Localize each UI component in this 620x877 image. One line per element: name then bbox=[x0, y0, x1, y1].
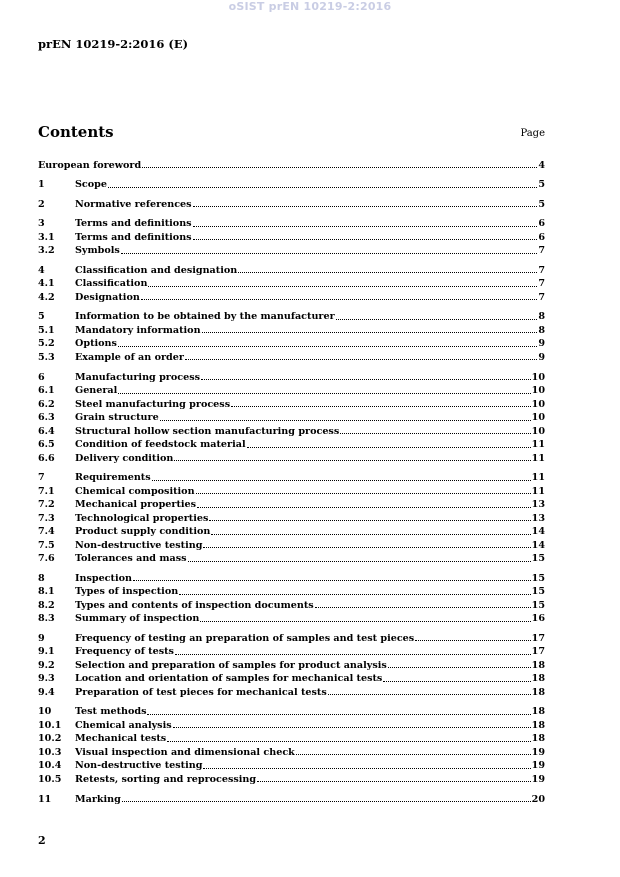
dot-leader bbox=[193, 239, 538, 240]
toc-entry[interactable] bbox=[38, 437, 545, 451]
toc-entry[interactable] bbox=[38, 157, 545, 171]
toc-entry[interactable] bbox=[38, 791, 545, 805]
toc-entry-page: 18 bbox=[531, 659, 545, 671]
toc-entry-page: 13 bbox=[531, 512, 545, 524]
dot-leader bbox=[197, 507, 531, 508]
toc-entry-title: Frequency of tests bbox=[75, 646, 174, 658]
toc-entry[interactable] bbox=[38, 216, 545, 230]
toc-entry-number: 8.2 bbox=[38, 599, 55, 611]
toc-entry-page: 13 bbox=[531, 499, 545, 511]
toc-entry[interactable] bbox=[38, 450, 545, 464]
toc-entry-title: Information to be obtained by the manufacturer bbox=[75, 311, 335, 323]
toc-entry-page: 18 bbox=[531, 706, 545, 718]
toc-entry-title: Types and contents of inspection documents bbox=[75, 599, 314, 611]
document-id: prEN 10219-2:2016 (E) bbox=[38, 37, 189, 51]
toc-entry-page: 7 bbox=[538, 245, 545, 257]
toc-entry-number: 6.3 bbox=[38, 412, 55, 424]
toc-entry[interactable] bbox=[38, 704, 545, 718]
toc-entry-title: Manufacturing process bbox=[75, 371, 201, 383]
toc-entry-page: 18 bbox=[531, 719, 545, 731]
toc-entry-title: Designation bbox=[75, 291, 140, 303]
toc-entry-number: 3.1 bbox=[38, 231, 55, 243]
toc-entry-title: Tolerances and mass bbox=[75, 553, 187, 565]
toc-entry[interactable] bbox=[38, 771, 545, 785]
toc-entry[interactable] bbox=[38, 470, 545, 484]
toc-entry-page: 14 bbox=[531, 526, 545, 538]
toc-entry-number: 4.1 bbox=[38, 278, 55, 290]
toc-entry-page: 17 bbox=[531, 646, 545, 658]
toc-entry-page: 4 bbox=[538, 159, 545, 171]
toc-entry-number: 10 bbox=[38, 706, 52, 718]
toc-entry[interactable] bbox=[38, 276, 545, 290]
toc-entry-page: 15 bbox=[531, 572, 545, 584]
toc-entry-number: 5 bbox=[38, 311, 45, 323]
toc-entry-title: Mechanical tests bbox=[75, 733, 167, 745]
dot-leader bbox=[257, 781, 531, 782]
toc-entry-number: 7.1 bbox=[38, 485, 55, 497]
toc-entry-number: 7.5 bbox=[38, 539, 55, 551]
toc-entry-number: 2 bbox=[38, 198, 45, 210]
toc-entry-page: 9 bbox=[538, 338, 545, 350]
toc-entry-title: Selection and preparation of samples for product analysis bbox=[75, 659, 387, 671]
dot-leader bbox=[415, 640, 530, 641]
table-of-contents bbox=[38, 157, 545, 805]
toc-entry-number: 7.4 bbox=[38, 526, 55, 538]
toc-entry-title: Mandatory information bbox=[75, 324, 201, 336]
dot-leader bbox=[200, 621, 530, 622]
toc-entry-title: Inspection bbox=[75, 572, 132, 584]
dot-leader bbox=[196, 493, 531, 494]
toc-entry-page: 19 bbox=[531, 746, 545, 758]
toc-entry[interactable] bbox=[38, 243, 545, 257]
toc-entry-number: 10.4 bbox=[38, 760, 62, 772]
toc-entry-page: 10 bbox=[531, 371, 545, 383]
toc-entry-page: 6 bbox=[538, 231, 545, 243]
dot-leader bbox=[152, 480, 531, 481]
dot-leader bbox=[148, 286, 537, 287]
toc-entry-page: 10 bbox=[531, 398, 545, 410]
dot-leader bbox=[203, 768, 530, 769]
toc-entry[interactable] bbox=[38, 611, 545, 625]
toc-entry-title: General bbox=[75, 385, 118, 397]
toc-entry-title: Mechanical properties bbox=[75, 499, 197, 511]
dot-leader bbox=[383, 681, 530, 682]
dot-leader bbox=[188, 561, 531, 562]
toc-entry[interactable] bbox=[38, 336, 545, 350]
dot-leader bbox=[238, 272, 537, 273]
toc-entry-title: Preparation of test pieces for mechanical tests bbox=[75, 686, 327, 698]
toc-entry[interactable] bbox=[38, 510, 545, 524]
toc-entry[interactable] bbox=[38, 717, 545, 731]
toc-entry[interactable] bbox=[38, 497, 545, 511]
toc-entry-page: 11 bbox=[531, 452, 545, 464]
toc-entry[interactable] bbox=[38, 483, 545, 497]
toc-entry-number: 8.3 bbox=[38, 613, 55, 625]
toc-entry-number: 7.6 bbox=[38, 553, 55, 565]
toc-entry-title: Scope bbox=[75, 179, 107, 191]
toc-entry[interactable] bbox=[38, 597, 545, 611]
toc-entry[interactable] bbox=[38, 322, 545, 336]
toc-entry[interactable] bbox=[38, 644, 545, 658]
toc-entry[interactable] bbox=[38, 758, 545, 772]
toc-entry-page: 9 bbox=[538, 351, 545, 363]
toc-entry-title: Summary of inspection bbox=[75, 613, 200, 625]
toc-entry[interactable] bbox=[38, 383, 545, 397]
toc-entry-number: 5.2 bbox=[38, 338, 55, 350]
toc-entry-title: Requirements bbox=[75, 472, 151, 484]
toc-entry[interactable] bbox=[38, 671, 545, 685]
dot-leader bbox=[175, 654, 531, 655]
toc-entry[interactable] bbox=[38, 396, 545, 410]
toc-entry-number: 4.2 bbox=[38, 291, 55, 303]
toc-entry-number: 9.3 bbox=[38, 673, 55, 685]
toc-entry[interactable] bbox=[38, 262, 545, 276]
toc-entry-number: 4 bbox=[38, 264, 45, 276]
toc-entry-page: 8 bbox=[538, 311, 545, 323]
toc-entry-title: Technological properties bbox=[75, 512, 209, 524]
toc-entry-page: 18 bbox=[531, 686, 545, 698]
toc-entry-title: Normative references bbox=[75, 198, 192, 210]
toc-entry-title: Visual inspection and dimensional check bbox=[75, 746, 295, 758]
dot-leader bbox=[193, 206, 538, 207]
dot-leader bbox=[108, 187, 537, 188]
dot-leader bbox=[141, 299, 537, 300]
dot-leader bbox=[388, 667, 531, 668]
toc-entry-title: European foreword bbox=[38, 159, 142, 171]
dot-leader bbox=[203, 547, 530, 548]
toc-entry-number: 10.5 bbox=[38, 773, 62, 785]
dot-leader bbox=[167, 741, 530, 742]
toc-entry-page: 14 bbox=[531, 539, 545, 551]
toc-entry-title: Types of inspection bbox=[75, 586, 179, 598]
toc-entry-number: 9.2 bbox=[38, 659, 55, 671]
toc-entry-title: Steel manufacturing process bbox=[75, 398, 231, 410]
toc-entry-number: 5.3 bbox=[38, 351, 55, 363]
toc-entry[interactable] bbox=[38, 524, 545, 538]
toc-entry-number: 10.1 bbox=[38, 719, 62, 731]
dot-leader bbox=[121, 253, 538, 254]
dot-leader bbox=[185, 359, 537, 360]
dot-leader bbox=[179, 594, 530, 595]
toc-entry-page: 19 bbox=[531, 773, 545, 785]
toc-entry-title: Chemical analysis bbox=[75, 719, 172, 731]
toc-entry[interactable] bbox=[38, 369, 545, 383]
toc-entry-page: 11 bbox=[531, 472, 545, 484]
dot-leader bbox=[174, 460, 530, 461]
dot-leader bbox=[336, 319, 538, 320]
dot-leader bbox=[209, 520, 530, 521]
toc-entry-title: Location and orientation of samples for mechanical tests bbox=[75, 673, 383, 685]
toc-entry-page: 16 bbox=[531, 613, 545, 625]
toc-entry-page: 15 bbox=[531, 586, 545, 598]
toc-entry-page: 10 bbox=[531, 425, 545, 437]
dot-leader bbox=[315, 607, 531, 608]
toc-entry[interactable] bbox=[38, 551, 545, 565]
toc-entry[interactable] bbox=[38, 196, 545, 210]
toc-entry-title: Terms and definitions bbox=[75, 231, 192, 243]
toc-entry-number: 1 bbox=[38, 179, 45, 191]
toc-entry-number: 7 bbox=[38, 472, 45, 484]
toc-entry-page: 15 bbox=[531, 553, 545, 565]
toc-entry[interactable] bbox=[38, 684, 545, 698]
toc-entry-title: Marking bbox=[75, 793, 121, 805]
toc-entry-page: 5 bbox=[538, 179, 545, 191]
toc-entry[interactable] bbox=[38, 229, 545, 243]
toc-entry-title: Condition of feedstock material bbox=[75, 439, 246, 451]
page-column-label: Page bbox=[520, 128, 545, 139]
dot-leader bbox=[118, 346, 537, 347]
toc-entry-number: 6.2 bbox=[38, 398, 55, 410]
toc-entry-page: 10 bbox=[531, 385, 545, 397]
toc-entry-page: 18 bbox=[531, 673, 545, 685]
toc-entry-page: 11 bbox=[531, 439, 545, 451]
toc-entry-page: 15 bbox=[531, 599, 545, 611]
toc-entry[interactable] bbox=[38, 410, 545, 424]
toc-entry-page: 7 bbox=[538, 264, 545, 276]
toc-entry[interactable] bbox=[38, 289, 545, 303]
toc-entry-number: 11 bbox=[38, 793, 52, 805]
dot-leader bbox=[296, 754, 531, 755]
dot-leader bbox=[340, 433, 530, 434]
dot-leader bbox=[147, 714, 530, 715]
toc-entry-page: 17 bbox=[531, 632, 545, 644]
dot-leader bbox=[211, 534, 530, 535]
toc-entry[interactable] bbox=[38, 537, 545, 551]
toc-entry-number: 8.1 bbox=[38, 586, 55, 598]
dot-leader bbox=[328, 694, 531, 695]
toc-entry-page: 18 bbox=[531, 733, 545, 745]
toc-entry-title: Product supply condition bbox=[75, 526, 211, 538]
toc-entry-title: Classification bbox=[75, 278, 148, 290]
toc-entry[interactable] bbox=[38, 423, 545, 437]
toc-entry-title: Classification and designation bbox=[75, 264, 238, 276]
toc-entry-title: Delivery condition bbox=[75, 452, 174, 464]
toc-entry[interactable] bbox=[38, 731, 545, 745]
dot-leader bbox=[133, 580, 531, 581]
toc-entry[interactable] bbox=[38, 177, 545, 191]
toc-entry-number: 6 bbox=[38, 371, 45, 383]
dot-leader bbox=[202, 332, 538, 333]
toc-entry-number: 7.3 bbox=[38, 512, 55, 524]
toc-entry-page: 19 bbox=[531, 760, 545, 772]
toc-entry-number: 3.2 bbox=[38, 245, 55, 257]
toc-entry[interactable] bbox=[38, 744, 545, 758]
toc-entry[interactable] bbox=[38, 349, 545, 363]
toc-entry-title: Grain structure bbox=[75, 412, 159, 424]
toc-entry-page: 7 bbox=[538, 291, 545, 303]
toc-entry-number: 10.3 bbox=[38, 746, 62, 758]
toc-entry-number: 6.4 bbox=[38, 425, 55, 437]
watermark: oSIST prEN 10219-2:2016 bbox=[228, 0, 392, 13]
toc-entry[interactable] bbox=[38, 630, 545, 644]
toc-entry-number: 6.1 bbox=[38, 385, 55, 397]
toc-entry-title: Retests, sorting and reprocessing bbox=[75, 773, 257, 785]
toc-entry-page: 11 bbox=[531, 485, 545, 497]
dot-leader bbox=[193, 226, 538, 227]
toc-entry-number: 5.1 bbox=[38, 324, 55, 336]
toc-entry-number: 10.2 bbox=[38, 733, 62, 745]
dot-leader bbox=[231, 406, 531, 407]
toc-entry-title: Symbols bbox=[75, 245, 120, 257]
dot-leader bbox=[201, 379, 531, 380]
toc-entry-title: Terms and definitions bbox=[75, 218, 192, 230]
toc-entry-title: Non-destructive testing bbox=[75, 760, 203, 772]
toc-entry-page: 20 bbox=[531, 793, 545, 805]
toc-entry-title: Test methods bbox=[75, 706, 147, 718]
toc-entry-title: Frequency of testing an preparation of samples and test pieces bbox=[75, 632, 415, 644]
dot-leader bbox=[118, 393, 530, 394]
toc-entry-title: Non-destructive testing bbox=[75, 539, 203, 551]
toc-entry-title: Options bbox=[75, 338, 117, 350]
dot-leader bbox=[247, 447, 531, 448]
dot-leader bbox=[142, 167, 537, 168]
toc-entry-number: 9.1 bbox=[38, 646, 55, 658]
dot-leader bbox=[160, 420, 531, 421]
dot-leader bbox=[173, 727, 531, 728]
toc-entry[interactable] bbox=[38, 657, 545, 671]
toc-entry-number: 6.6 bbox=[38, 452, 55, 464]
toc-entry-title: Example of an order bbox=[75, 351, 184, 363]
toc-entry-number: 7.2 bbox=[38, 499, 55, 511]
toc-entry[interactable] bbox=[38, 584, 545, 598]
toc-entry-page: 7 bbox=[538, 278, 545, 290]
toc-entry-number: 6.5 bbox=[38, 439, 55, 451]
toc-entry-number: 9 bbox=[38, 632, 45, 644]
toc-entry[interactable] bbox=[38, 570, 545, 584]
toc-entry-page: 5 bbox=[538, 198, 545, 210]
toc-entry-title: Chemical composition bbox=[75, 485, 195, 497]
toc-entry-page: 10 bbox=[531, 412, 545, 424]
toc-entry-number: 3 bbox=[38, 218, 45, 230]
toc-entry-number: 9.4 bbox=[38, 686, 55, 698]
toc-entry-page: 8 bbox=[538, 324, 545, 336]
contents-heading: Contents bbox=[38, 123, 114, 141]
toc-entry-number: 8 bbox=[38, 572, 45, 584]
toc-entry-page: 6 bbox=[538, 218, 545, 230]
toc-entry-title: Structural hollow section manufacturing process bbox=[75, 425, 340, 437]
dot-leader bbox=[122, 801, 531, 802]
toc-entry[interactable] bbox=[38, 309, 545, 323]
page-number: 2 bbox=[38, 834, 46, 847]
